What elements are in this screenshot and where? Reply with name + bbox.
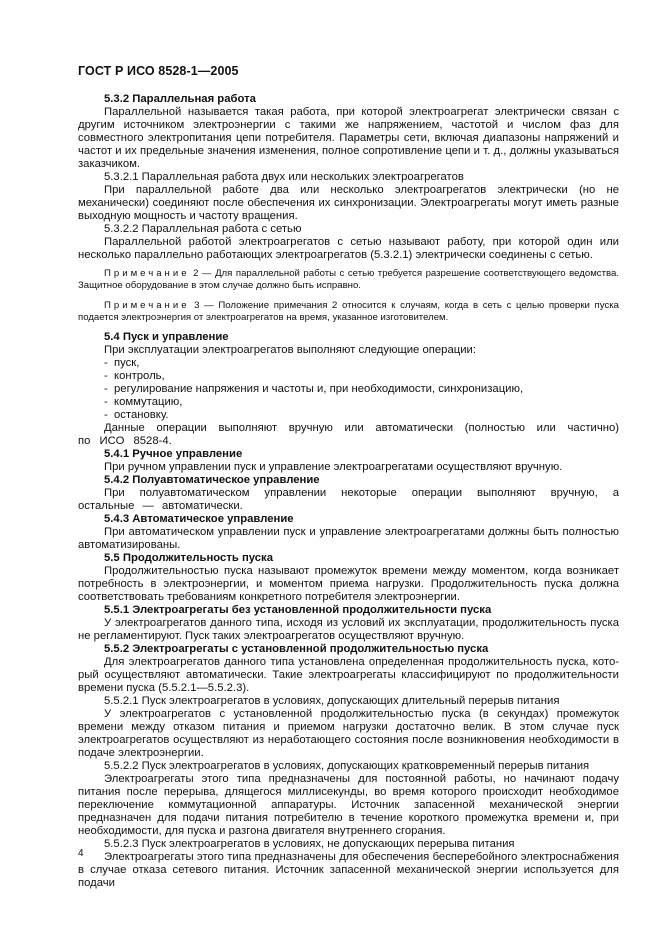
subsection-body-5-3-2-1: При параллельной работе два или несколько электроагрегатов электрически (но не механически) соединяют после обеспечения их синхронизации. Электроагрегаты могут иметь разные выходную мощность и частоту вращения.	[78, 184, 619, 222]
note-text: 2 — Для параллельной работы с сетью требуется разрешение соответствующего ведомства. Защитное оборудование в этом случае должно быть исправно.	[78, 268, 619, 291]
document-body	[78, 93, 619, 890]
section-heading-5-4-1: 5.4.1 Ручное управление	[104, 448, 243, 460]
subsection-heading-5-5-2-3: 5.5.2.3 Пуск электроагрегатов в условиях, не допускающих перерыва питания	[104, 838, 515, 850]
document-id-header: ГОСТ Р ИСО 8528-1—2005	[78, 64, 239, 78]
subsection-heading-5-5-2-2: 5.5.2.2 Пуск электроагрегатов в условиях, допускающих кратковременный перерыв питания	[104, 760, 590, 772]
section-heading-5-5: 5.5 Продолжительность пуска	[104, 552, 273, 564]
section-heading-5-5-2: 5.5.2 Электроагрегаты с установленной продолжительностью пуска	[104, 643, 489, 655]
subsection-body-5-5-2-1: У электроагрегатов с установленной продолжительностью пуска (в секундах) промежуток времени между отказом питания и приемом нагрузки достаточно велик. В этом случае пуск электроагрегатов осуществляют из неработающего состояния после возникновения необходимости в подаче электроэнергии.	[78, 708, 619, 759]
note-text: 3 — Положение примечания 2 относится к случаям, когда в сеть с целью проверки пуска подается электроэнергия от электроагрегатов на время, указанное изготовителем.	[78, 300, 619, 323]
section-heading-5-4-3: 5.4.3 Автоматическое управление	[104, 513, 294, 525]
section-heading-5-4: 5.4 Пуск и управление	[104, 331, 229, 343]
list-marker: -	[104, 383, 108, 395]
list-item: - остановку.	[104, 409, 169, 421]
section-intro-5-4: При эксплуатации электроагрегатов выполняют следующие операции:	[104, 344, 476, 356]
subsection-heading-5-3-2-2: 5.3.2.2 Параллельная работа с сетью	[104, 223, 302, 235]
section-heading-5-4-2: 5.4.2 Полуавтоматическое управление	[104, 474, 320, 486]
subsection-heading-5-3-2-1: 5.3.2.1 Параллельная работа двух или нескольких электроагрегатов	[104, 171, 464, 183]
list-marker: -	[104, 370, 108, 382]
section-body-5-5-1: У электроагрегатов данного типа, исходя из условий их эксплуатации, продолжительность пуска не регламентируют. Пуск таких электроагрегатов осуществляют вручную.	[78, 617, 619, 642]
list-marker: -	[104, 396, 108, 408]
subsection-body-5-3-2-2: Параллельной работой электроагрегатов с сетью называют работу, при которой один или несколько параллельно работающих электроагрегатов (5.3.2.1) электрически соединены с сетью.	[78, 236, 619, 261]
section-body-5-3-2: Параллельной называется такая работа, при которой электроагрегат электрически связан с другим источником электроэнергии с такими же напряжением, частотой и числом фаз для совместного электропитания цепи потребителя. Параметры сети, включая диапазоны напряжений и частот и их предельные значения изменения, полное сопротивление цепи и т. д., должны указываться заказчиком.	[78, 106, 619, 170]
subsection-body-5-5-2-2: Электроагрегаты этого типа предназначены для постоянной работы, но начинают подачу питания после перерыва, длящегося миллисекунды, во время которого происходит необходимое переключение коммутационной аппаратуры. Источник запасенной механической энергии предназначен для подачи питания потребителю в течение короткого промежутка времени и, при необходимости, для пуска и разгона двигателя внутреннего сгорания.	[78, 773, 619, 837]
list-item: - контроль,	[104, 370, 165, 382]
section-body-5-4-1: При ручном управлении пуск и управление электроагрегатами осуществляют вручную.	[104, 461, 563, 473]
list-marker: -	[104, 409, 108, 421]
list-item: - регулирование напряжения и частоты и, при необходимости, синхронизацию,	[104, 383, 524, 395]
subsection-body-5-5-2-3: Электроагрегаты этого типа предназначены для обеспечения бесперебойного электроснабжения в случае отказа сетевого питания. Источник запасенной механической энергии используется для подачи	[78, 851, 619, 889]
list-marker: -	[104, 357, 108, 369]
note-label: Примечание	[104, 300, 190, 311]
note-2	[78, 268, 619, 292]
section-heading-5-5-1: 5.5.1 Электроагрегаты без установленной продолжительности пуска	[104, 604, 492, 616]
page-number: 4	[78, 848, 84, 859]
note-label: Примечание	[104, 268, 190, 279]
section-body-5-5: Продолжительностью пуска называют промежуток времени между моментом, когда возникает потребность в электроэнергии, и моментом приема нагрузки. Продолжительность пуска должна соответствовать требованиям конкретного потребителя электроэнергии.	[78, 565, 619, 603]
section-body-5-4-3: При автоматическом управлении пуск и управление электроагрегатами должны быть полностью автоматизированы.	[78, 526, 619, 551]
list-item: - коммутацию,	[104, 396, 183, 408]
note-3	[78, 300, 619, 324]
section-heading-5-3-2: 5.3.2 Параллельная работа	[104, 93, 256, 105]
section-body-5-4-2: При полуавтоматическом управлении некоторые операции выполняют вручную, а остальные — автоматически.	[78, 487, 619, 512]
section-outro-5-4: Данные операции выполняют вручную или автоматически (полностью или частично) по ИСО 8528-4.	[78, 422, 619, 447]
section-body-5-5-2: Для электроагрегатов данного типа установлена определенная продолжительность пуска, который осуществляют автоматически. Такие электроагрегаты классифицируют по продолжительности времени пуска (5.5.2.1—5.5.2.3).	[78, 656, 619, 694]
list-item: - пуск,	[104, 357, 140, 369]
subsection-heading-5-5-2-1: 5.5.2.1 Пуск электроагрегатов в условиях, допускающих длительный перерыв питания	[104, 695, 560, 707]
